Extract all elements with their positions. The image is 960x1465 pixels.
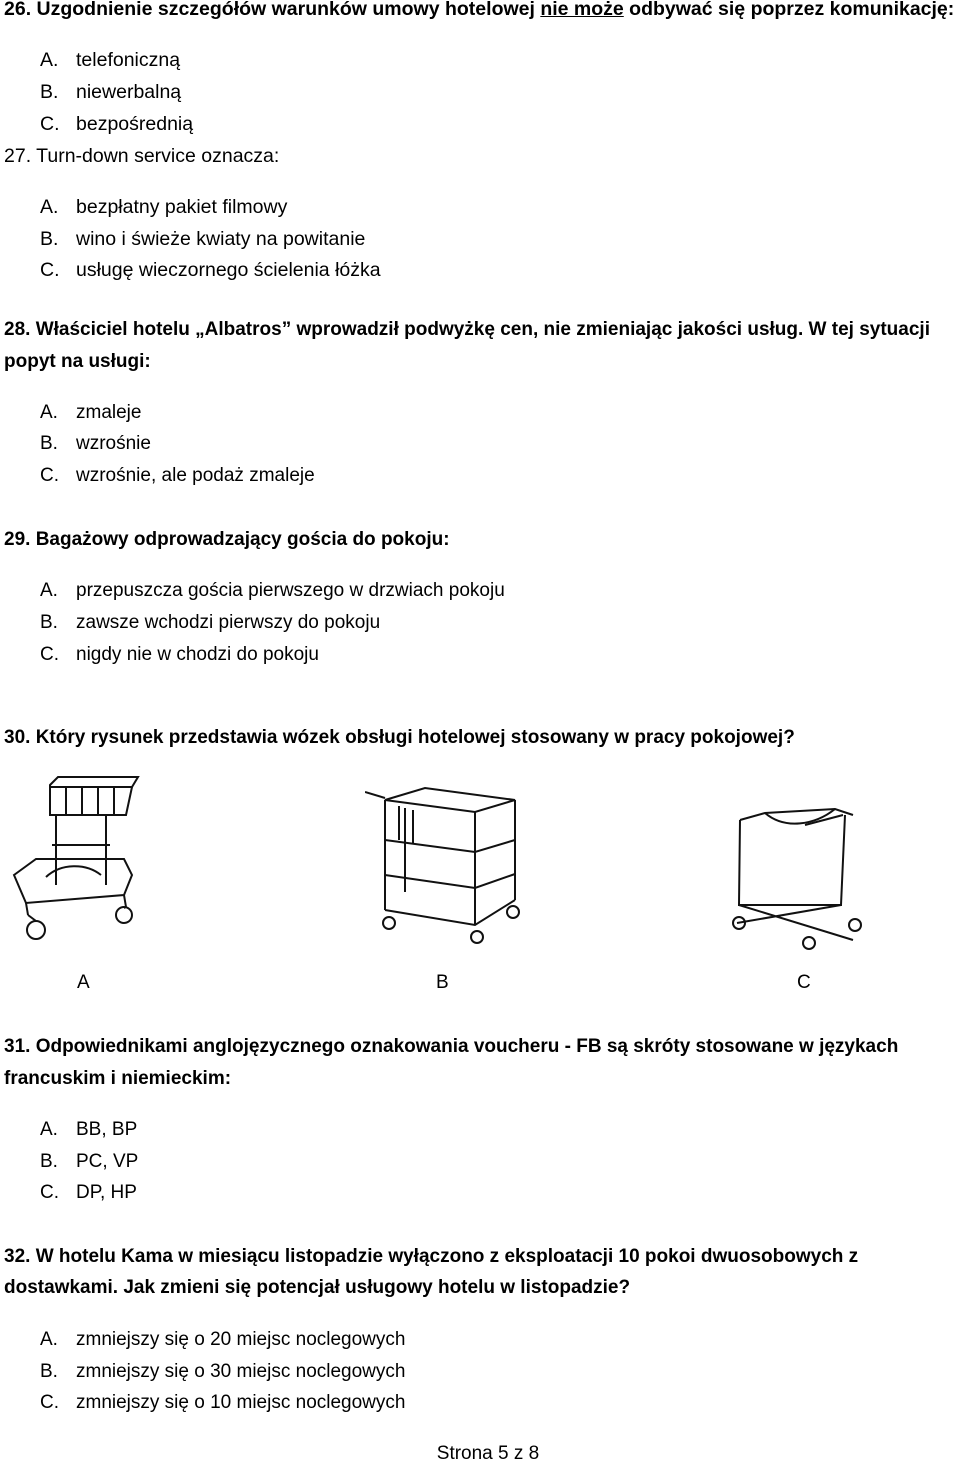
- q27-option-a: [40, 196, 287, 219]
- option-text: wzrośnie, ale podaż zmaleje: [76, 465, 315, 486]
- option-letter: B.: [40, 612, 58, 633]
- option-text: usługę wieczornego ścielenia łóżka: [76, 259, 381, 281]
- option-letter: C.: [40, 1392, 59, 1413]
- q29-option-a: [40, 580, 505, 602]
- question-31-line2: francuskim i niemieckim:: [4, 1068, 232, 1089]
- question-26-part1: 26. Uzgodnienie szczegółów warunków umowy hotelowej: [4, 0, 541, 20]
- option-letter: C.: [40, 465, 59, 486]
- q32-option-a: [40, 1329, 405, 1351]
- q31-option-b: [40, 1151, 138, 1173]
- option-letter: A.: [40, 1329, 58, 1350]
- question-32-line2: dostawkami. Jak zmieni się potencjał usługowy hotelu w listopadzie?: [4, 1277, 631, 1298]
- option-text: BB, BP: [76, 1119, 138, 1140]
- option-text: telefoniczną: [76, 49, 181, 71]
- option-text: bezpłatny pakiet filmowy: [76, 196, 288, 218]
- option-letter: A.: [40, 49, 59, 71]
- option-text: zmaleje: [76, 402, 142, 423]
- option-letter: C.: [40, 259, 60, 281]
- q28-option-c: [40, 465, 315, 487]
- q32-option-b: [40, 1361, 405, 1383]
- luggage-cart-image: [6, 775, 146, 950]
- q28-option-b: [40, 433, 151, 455]
- option-letter: A.: [40, 580, 58, 601]
- q29-option-c: [40, 644, 319, 666]
- option-letter: A.: [40, 196, 59, 218]
- option-text: wzrośnie: [76, 433, 151, 454]
- option-text: PC, VP: [76, 1151, 139, 1172]
- option-letter: C.: [40, 644, 59, 665]
- housekeeping-cart-image: [365, 780, 520, 945]
- option-text: zmniejszy się o 20 miejsc noclegowych: [76, 1329, 406, 1350]
- q28-option-a: [40, 402, 141, 424]
- q31-option-a: [40, 1119, 137, 1141]
- option-letter: B.: [40, 1361, 58, 1382]
- option-text: nigdy nie w chodzi do pokoju: [76, 644, 319, 665]
- question-31-line1: 31. Odpowiednikami anglojęzycznego oznakowania voucheru - FB są skróty stosowane w językach: [4, 1036, 899, 1057]
- option-letter: A.: [40, 402, 58, 423]
- image-caption-b: B: [436, 972, 449, 993]
- question-30-text: 30. Który rysunek przedstawia wózek obsługi hotelowej stosowany w pracy pokojowej?: [4, 727, 795, 748]
- option-letter: C.: [40, 113, 60, 135]
- q29-option-b: [40, 612, 380, 634]
- question-28-line1: 28. Właściciel hotelu „Albatros” wprowadził podwyżkę cen, nie zmieniając jakości usług. W tej sytuacji: [4, 319, 930, 340]
- option-text: zmniejszy się o 10 miejsc noclegowych: [76, 1392, 406, 1413]
- image-caption-a: A: [77, 972, 90, 993]
- option-letter: A.: [40, 1119, 58, 1140]
- page-number: Strona 5 z 8: [436, 1443, 540, 1464]
- question-32-line1: 32. W hotelu Kama w miesiącu listopadzie wyłączono z eksploatacji 10 pokoi dwuosobowych z: [4, 1246, 859, 1267]
- option-text: zmniejszy się o 30 miejsc noclegowych: [76, 1361, 406, 1382]
- q27-option-b: [40, 228, 365, 251]
- q26-option-c: [40, 113, 193, 136]
- option-letter: B.: [40, 81, 59, 103]
- laundry-cart-image: [725, 805, 865, 950]
- option-letter: B.: [40, 433, 58, 454]
- question-27-text: 27. Turn-down service oznacza:: [4, 145, 280, 167]
- question-26-text: [4, 0, 954, 21]
- option-letter: C.: [40, 1182, 59, 1203]
- option-text: wino i świeże kwiaty na powitanie: [76, 228, 366, 250]
- q26-option-b: [40, 81, 181, 104]
- option-text: DP, HP: [76, 1182, 137, 1203]
- q31-option-c: [40, 1182, 137, 1204]
- option-text: bezpośrednią: [76, 113, 194, 135]
- question-29-text: 29. Bagażowy odprowadzający gościa do pokoju:: [4, 529, 450, 550]
- question-26-part2: odbywać się poprzez komunikację:: [623, 0, 955, 20]
- option-text: przepuszcza gościa pierwszego w drzwiach pokoju: [76, 580, 505, 601]
- question-28-line2: popyt na usługi:: [4, 351, 151, 372]
- option-letter: B.: [40, 1151, 58, 1172]
- option-letter: B.: [40, 228, 59, 250]
- q32-option-c: [40, 1392, 405, 1414]
- q26-option-a: [40, 49, 180, 72]
- q27-option-c: [40, 259, 381, 282]
- option-text: zawsze wchodzi pierwszy do pokoju: [76, 612, 381, 633]
- question-26-underlined: nie może: [540, 0, 624, 20]
- image-caption-c: C: [797, 972, 811, 993]
- option-text: niewerbalną: [76, 81, 182, 103]
